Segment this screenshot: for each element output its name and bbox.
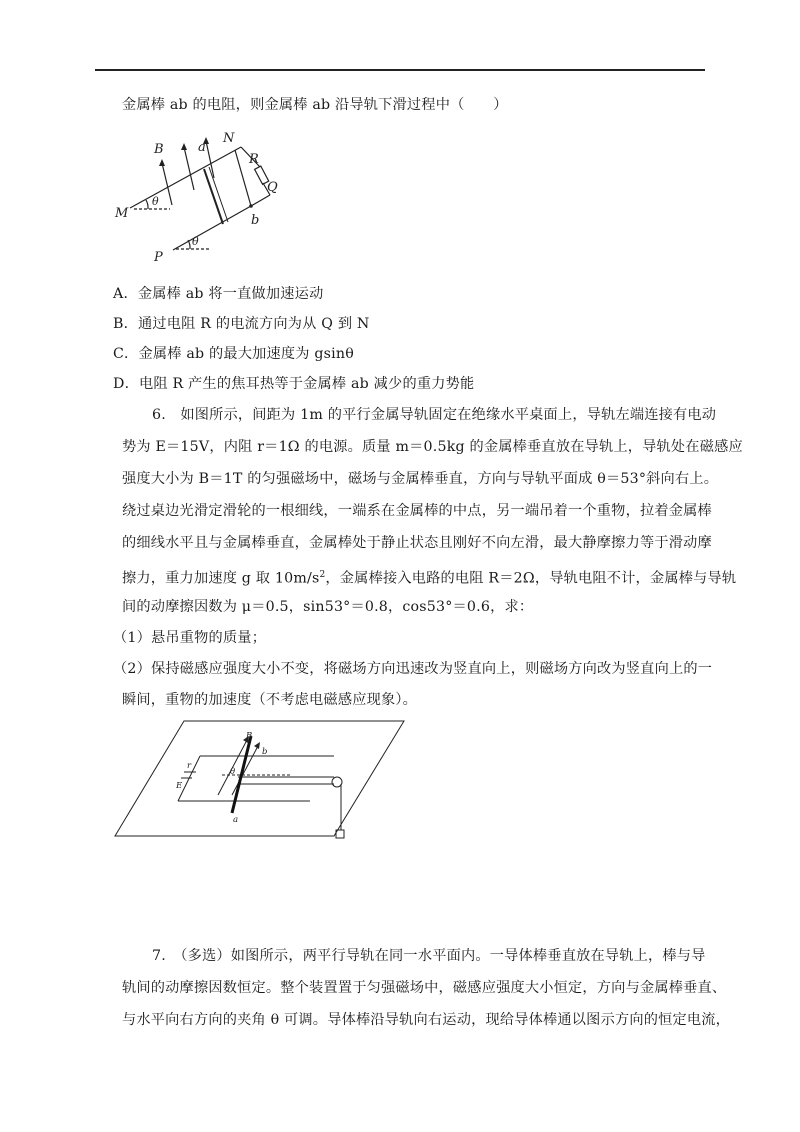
- field-arrow-1: [162, 163, 172, 205]
- q7-line-3: 与水平向右方向的夹角 θ 可调。导体棒沿导轨向右运动，现给导体棒通以图示方向的恒定电流，: [122, 1012, 731, 1028]
- q5-figure: [110, 125, 300, 270]
- rail-pq: [173, 206, 251, 250]
- q6-subquestion-2-line-1: （2）保持磁感应强度大小不变，将磁场方向迅速改为竖直向上，则磁场方向改为竖直向上的一: [113, 661, 713, 677]
- field-arrow-3: [206, 141, 214, 178]
- label-r: R: [249, 152, 259, 167]
- q5-option-d: D．电阻 R 产生的焦耳热等于金属棒 ab 减少的重力势能: [113, 376, 475, 392]
- q6-figure: [112, 718, 412, 843]
- q7-line-2: 轨间的动摩擦因数恒定。整个装置置于匀强磁场中，磁感应强度大小恒定，方向与金属棒垂直、: [122, 980, 727, 996]
- q6-line-5: 的细线水平且与金属棒垂直，金属棒处于静止状态且刚好不向左滑，最大静摩擦力等于滑动摩: [122, 535, 712, 551]
- label-b-point: b: [262, 747, 268, 757]
- label-theta: θ: [230, 767, 236, 777]
- label-theta-2: θ: [192, 235, 199, 248]
- label-p: P: [154, 250, 163, 265]
- label-r: r: [187, 761, 192, 771]
- table-top: [115, 721, 404, 836]
- label-b-point: b: [251, 213, 260, 228]
- label-q: Q: [267, 180, 278, 195]
- label-b-field: B: [154, 142, 164, 157]
- label-theta-1: θ: [152, 195, 159, 208]
- q5-stem-tail: 金属棒 ab 的电阻，则金属棒 ab 沿导轨下滑过程中（ ）: [122, 97, 508, 113]
- field-arrow-2: [232, 746, 258, 795]
- label-b-field: B: [246, 731, 253, 741]
- q6-line-6: 擦力，重力加速度 g 取 $10m/s^2$，金属棒接入电路的电阻 R＝2Ω，导轨电阻不计，金属棒与导轨: [122, 570, 737, 587]
- header-rule: [95, 69, 705, 71]
- q6-subquestion-2-line-2: 瞬间，重物的加速度（不考虑电磁感应现象）。: [122, 692, 418, 708]
- label-m: M: [115, 206, 129, 221]
- rail-mn: [130, 147, 241, 208]
- label-a: a: [198, 140, 206, 155]
- q5-option-c: C．金属棒 ab 的最大加速度为 gsinθ: [113, 346, 354, 362]
- q6-line-1: 6. 如图所示，间距为 1m 的平行金属导轨固定在绝缘水平桌面上，导轨左端连接有电动: [152, 407, 717, 423]
- q6-line-7: 间的动摩擦因数为 μ＝0.5，sin53°＝0.8，cos53°＝0.6，求：: [122, 599, 534, 615]
- label-e: E: [176, 781, 183, 791]
- label-a: a: [233, 815, 239, 825]
- q6-subquestion-1: （1）悬吊重物的质量；: [113, 630, 267, 646]
- q6-line-2: 势为 E＝15V，内阻 r＝1Ω 的电源。质量 m＝0.5kg 的金属棒垂直放在导轨上，导轨处在磁感应: [122, 439, 743, 455]
- q7-line-1: 7. （多选）如图所示，两平行导轨在同一水平面内。一导体棒垂直放在导轨上，棒与导: [152, 948, 706, 964]
- q6-line-4: 绕过桌边光滑定滑轮的一根细线，一端系在金属棒的中点，另一端吊着一个重物，拉着金属棒: [122, 503, 712, 519]
- q6-line-3: 强度大小为 B＝1T 的匀强磁场中，磁场与金属棒垂直，方向与导轨平面成 θ＝53°斜向右上。: [122, 471, 719, 487]
- q5-option-a: A．金属棒 ab 将一直做加速运动: [113, 286, 324, 302]
- label-n: N: [223, 131, 235, 146]
- field-arrow-2: [184, 147, 194, 190]
- q5-option-b: B．通过电阻 R 的电流方向为从 Q 到 N: [113, 316, 370, 332]
